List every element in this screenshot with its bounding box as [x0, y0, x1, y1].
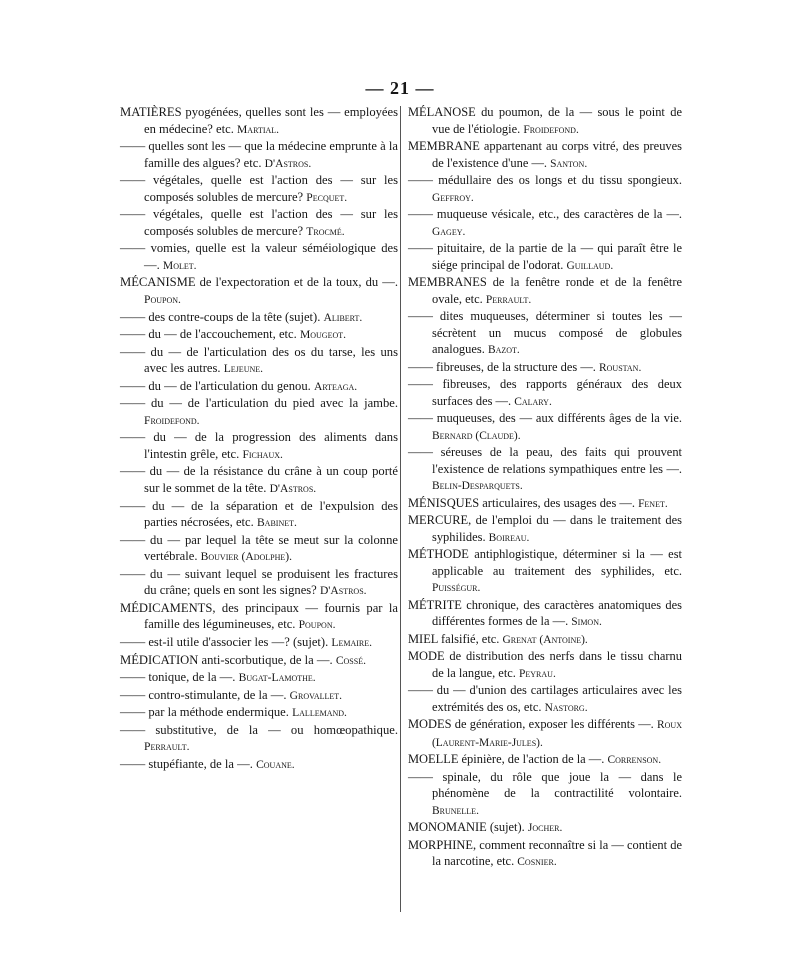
entry-author: Calary.: [514, 395, 552, 408]
entry-text: —— substitutive, de la — ou homœopathique.: [120, 722, 398, 737]
index-entry: [408, 837, 682, 871]
entry-author: Pecquet.: [306, 190, 348, 204]
entry-author: Guillaud.: [566, 259, 614, 272]
index-entry: [120, 378, 398, 396]
left-column: [120, 104, 398, 773]
entry-text: MÉDICATION anti-scorbutique, de la —.: [120, 652, 333, 667]
entry-text: —— par la méthode endermique.: [120, 705, 289, 720]
index-entry: [120, 309, 398, 327]
entry-text: MEMBRANES de la fenêtre ronde et de la fenêtre ovale, etc.: [408, 275, 682, 306]
page-number: — 21 —: [365, 78, 435, 98]
entry-author: Froidefond.: [144, 413, 200, 427]
entry-author: Geffroy.: [432, 191, 474, 204]
entry-text: —— du — de l'articulation des os du tarse, les uns avec les autres.: [120, 344, 398, 376]
entry-text: —— muqueuses, des — aux différents âges de la vie.: [408, 411, 682, 425]
index-entry: [120, 704, 398, 722]
entry-text: —— est-il utile d'associer les —? (sujet).: [120, 634, 329, 649]
index-entry: [408, 410, 682, 444]
column-divider: [400, 106, 401, 912]
entry-text: —— fibreuses, de la structure des —.: [408, 359, 596, 374]
entry-author: Fenet.: [638, 497, 668, 510]
entry-text: —— médullaire des os longs et du tissu spongieux.: [408, 173, 682, 187]
index-entry: [408, 240, 682, 274]
entry-author: Boireau.: [488, 531, 530, 544]
right-column: [408, 104, 682, 871]
entry-text: —— du — suivant lequel se produisent les fractures du crâne; quels en sont les signes?: [120, 566, 398, 598]
index-entry: [120, 600, 398, 634]
entry-text: —— dites muqueuses, déterminer si toutes les — sécrètent un mucus composé de globules analogues.: [408, 309, 682, 356]
index-entry: [120, 429, 398, 463]
entry-text: —— du — de l'articulation du genou.: [120, 378, 311, 393]
entry-text: —— végétales, quelle est l'action des — sur les composés solubles de mercure?: [120, 207, 398, 238]
entry-text: —— des contre-coups de la tête (sujet).: [120, 309, 321, 324]
index-entry: [120, 172, 398, 206]
entry-text: MORPHINE, comment reconnaître si la — contient de la narcotine, etc.: [408, 837, 682, 868]
entry-text: MATIÈRES pyogénées, quelles sont les — employées en médecine? etc.: [120, 105, 398, 136]
index-entry: [120, 344, 398, 378]
entry-author: Bernard (Claude).: [432, 429, 521, 442]
entry-author: Lemaire.: [331, 635, 373, 649]
index-entry: [120, 138, 398, 172]
entry-author: Lejeune.: [223, 362, 264, 376]
index-entry: [120, 274, 398, 308]
index-entry: [408, 716, 682, 751]
index-entry: [408, 172, 682, 206]
index-entry: [408, 104, 682, 138]
entry-author: Nastorg.: [544, 701, 588, 714]
entry-text: —— du — d'union des cartilages articulaires avec les extrémités des os, etc.: [408, 683, 682, 714]
index-entry: [408, 308, 682, 359]
entry-text: MEMBRANE appartenant au corps vitré, des preuves de l'existence d'une —.: [408, 139, 682, 170]
index-entry: [408, 751, 682, 769]
entry-author: Cosnier.: [517, 856, 557, 868]
entry-text: MODE de distribution des nerfs dans le tissu charnu de la langue, etc.: [408, 649, 682, 680]
entry-author: Grenat (Antoine).: [502, 633, 588, 646]
entry-author: Trocmé.: [306, 224, 345, 238]
entry-text: —— du — de la séparation et de l'expulsion des parties nécrosées, etc.: [120, 498, 398, 530]
index-entry: [120, 240, 398, 274]
entry-author: Babinet.: [256, 516, 297, 530]
entry-text: MÉNISQUES articulaires, des usages des —.: [408, 495, 635, 510]
index-entry: [120, 687, 398, 705]
entry-text: —— spinale, du rôle que joue la — dans le phénomène de la contractilité volontaire.: [408, 769, 682, 800]
index-entry: [120, 463, 398, 497]
entry-text: —— pituitaire, de la partie de la — qui paraît être le siége principal de l'odorat.: [408, 241, 682, 272]
index-entry: [120, 104, 398, 138]
entry-text: —— végétales, quelle est l'action des — sur les composés solubles de mercure?: [120, 173, 398, 204]
entry-author: Arteaga.: [313, 379, 358, 393]
entry-author: D'Astros.: [264, 156, 312, 170]
entry-text: —— du — de l'articulation du pied avec la jambe.: [120, 396, 398, 411]
entry-text: MERCURE, de l'emploi du — dans le traitement des syphilides.: [408, 513, 682, 544]
index-entry: [120, 326, 398, 344]
index-entry: [120, 206, 398, 240]
entry-author: Fichaux.: [242, 447, 283, 461]
entry-text: MÉLANOSE du poumon, de la — sous le point de vue de l'étiologie.: [408, 105, 682, 136]
entry-author: Correnson.: [607, 754, 662, 766]
entry-author: Lallemand.: [292, 706, 347, 720]
index-entry: [408, 597, 682, 631]
index-entry: [408, 274, 682, 308]
entry-text: MONOMANIE (sujet).: [408, 820, 525, 834]
entry-text: MOELLE épinière, de l'action de la —.: [408, 752, 605, 766]
index-entry: [120, 634, 398, 652]
entry-author: Froidefond.: [523, 123, 579, 136]
entry-text: —— du — de la résistance du crâne à un coup porté sur le sommet de la tête.: [120, 464, 398, 496]
entry-author: Molet.: [162, 258, 197, 272]
entry-author: Couane.: [256, 757, 295, 771]
entry-author: Peyrau.: [519, 667, 556, 680]
entry-author: Santon.: [550, 157, 588, 170]
entry-author: Puisségur.: [432, 582, 481, 594]
index-entry: [408, 138, 682, 172]
entry-text: —— séreuses de la peau, des faits qui prouvent l'existence de relations sympathiques entre les —.: [408, 445, 682, 476]
entry-text: —— vomies, quelle est la valeur séméiologique des —.: [120, 241, 398, 272]
index-entry: [408, 376, 682, 410]
entry-author: Poupon.: [298, 618, 336, 632]
entry-text: —— du — par lequel la tête se meut sur la colonne vertébrale.: [120, 532, 398, 564]
index-entry: [120, 652, 398, 670]
entry-author: Bazot.: [487, 344, 520, 356]
index-entry: [408, 512, 682, 546]
entry-author: Perrault.: [144, 740, 190, 754]
index-entry: [120, 566, 398, 600]
entry-author: Bugat-Lamothe.: [238, 671, 316, 685]
entry-text: MÉDICAMENTS, des principaux — fournis par la famille des légumineuses, etc.: [120, 600, 398, 632]
entry-author: Belin-Desparquets.: [432, 480, 523, 492]
entry-text: —— contro-stimulante, de la —.: [120, 687, 287, 702]
entry-author: Perrault.: [485, 293, 532, 306]
index-entry: [408, 359, 682, 377]
entry-text: MÉTRITE chronique, des caractères anatomiques des différentes formes de la —.: [408, 597, 682, 628]
index-entry: [120, 532, 398, 566]
entry-author: Bouvier (Adolphe).: [200, 550, 293, 564]
index-entry: [120, 722, 398, 756]
entry-text: MIEL falsifié, etc.: [408, 631, 500, 646]
entry-author: Jocher.: [527, 822, 563, 834]
entry-author: Poupon.: [144, 293, 181, 307]
entry-author: Brunelle.: [432, 804, 479, 817]
entry-text: —— du — de l'accouchement, etc.: [120, 327, 297, 342]
entry-author: Roustan.: [599, 361, 642, 374]
index-entry: [120, 395, 398, 429]
entry-author: Alibert.: [323, 310, 363, 324]
entry-author: D'Astros.: [269, 482, 317, 496]
entry-text: —— quelles sont les — que la médecine emprunte à la famille des algues? etc.: [120, 139, 398, 170]
entry-author: Simon.: [571, 616, 602, 628]
index-entry: [120, 498, 398, 532]
index-entry: [120, 756, 398, 774]
entry-text: —— fibreuses, des rapports généraux des deux surfaces des —.: [408, 377, 682, 408]
entry-author: Roux (Laurent-Marie-Jules).: [432, 719, 682, 749]
entry-author: Gagey.: [432, 225, 466, 238]
index-entry: [408, 682, 682, 716]
entry-text: —— stupéfiante, de la —.: [120, 756, 253, 771]
index-entry: [408, 546, 682, 597]
entry-text: —— du — de la progression des aliments dans l'intestin grêle, etc.: [120, 430, 398, 461]
entry-author: Martial.: [237, 122, 280, 136]
index-entry: [408, 495, 682, 513]
entry-text: —— muqueuse vésicale, etc., des caractères de la —.: [408, 207, 682, 221]
index-entry: [408, 444, 682, 495]
entry-author: D'Astros.: [319, 584, 367, 598]
entry-text: MÉCANISME de l'expectoration et de la toux, du —.: [120, 275, 398, 290]
index-entry: [408, 648, 682, 682]
index-entry: [408, 819, 682, 837]
index-entry: [408, 206, 682, 240]
entry-text: MODES de génération, exposer les différents —.: [408, 717, 654, 731]
index-entry: [120, 669, 398, 687]
entry-author: Cossé.: [335, 653, 366, 667]
entry-text: MÉTHODE antiphlogistique, déterminer si la — est applicable au traitement des syphilides, etc.: [408, 547, 682, 578]
entry-author: Grovallet.: [289, 688, 343, 702]
index-entry: [408, 769, 682, 820]
entry-text: —— tonique, de la —.: [120, 670, 236, 685]
entry-author: Mougeot.: [299, 328, 347, 342]
index-entry: [408, 631, 682, 649]
